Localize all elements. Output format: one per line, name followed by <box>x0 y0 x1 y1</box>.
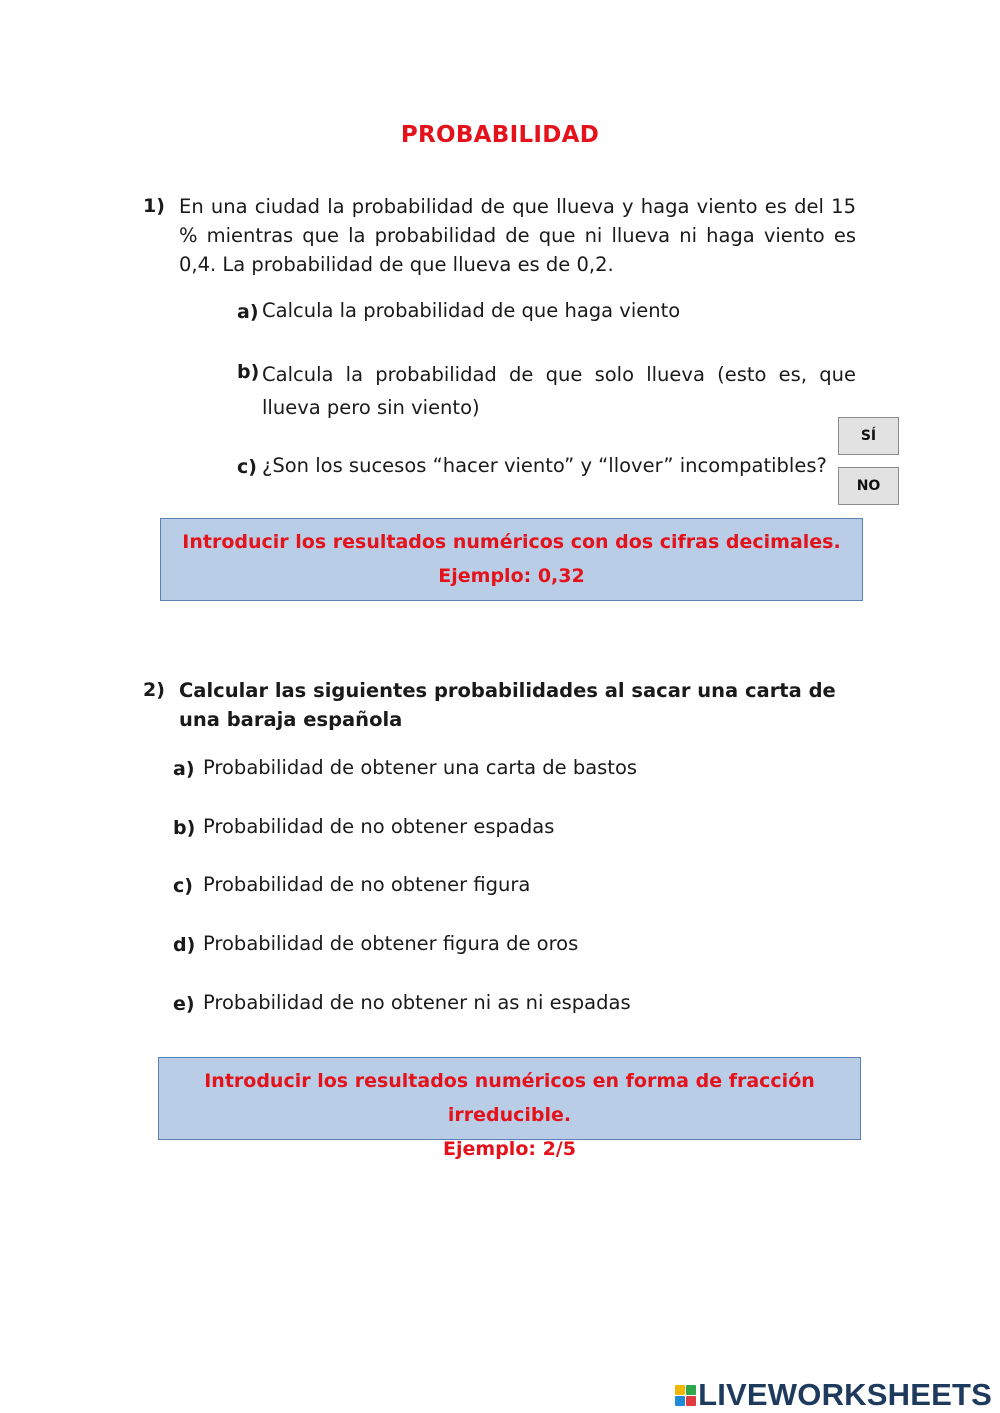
q2e-text: Probabilidad de no obtener ni as ni espadas <box>203 991 631 1014</box>
q1-statement: En una ciudad la probabilidad de que llueva y haga viento es del 15 % mientras que la probabilidad de que ni llueva ni haga viento es 0,4. La probabilidad de que llueva es de 0,2. <box>179 195 856 276</box>
q2d-letter: d) <box>173 934 196 956</box>
q2-instruction-box <box>158 1057 861 1160</box>
q1a-text: Calcula la probabilidad de que haga viento <box>262 299 681 322</box>
q2-statement: Calcular las siguientes probabilidades al sacar una carta de una baraja española <box>179 679 836 731</box>
liveworksheets-logo[interactable] <box>675 1377 992 1413</box>
q1c-letter: c) <box>237 456 257 478</box>
q1-instruction-line2: Ejemplo: 0,32 <box>438 565 585 587</box>
q2e-letter: e) <box>173 993 195 1015</box>
q2b-text: Probabilidad de no obtener espadas <box>203 815 555 838</box>
q1b-text: Calcula la probabilidad de que solo llueva (esto es, que llueva pero sin viento) <box>262 363 856 419</box>
page-title: PROBABILIDAD <box>400 122 600 148</box>
q1-number: 1) <box>143 195 165 217</box>
q2d-text: Probabilidad de obtener figura de oros <box>203 932 579 955</box>
q2b-letter: b) <box>173 817 196 839</box>
q2-instruction-line2: Ejemplo: 2/5 <box>443 1138 576 1160</box>
q1-instruction-line1: Introducir los resultados numéricos con dos cifras decimales. <box>182 531 841 553</box>
q1-instruction-box <box>160 518 863 601</box>
yes-option-button[interactable]: SÍ <box>838 417 899 455</box>
q2a-letter: a) <box>173 758 195 780</box>
q1c-text: ¿Son los sucesos “hacer viento” y “llover” incompatibles? <box>262 454 827 477</box>
q2a-text: Probabilidad de obtener una carta de bastos <box>203 756 638 779</box>
q2-instruction-line1: Introducir los resultados numéricos en forma de fracción irreducible. <box>204 1070 815 1126</box>
liveworksheets-logo-icon <box>675 1385 696 1406</box>
q2c-letter: c) <box>173 875 193 897</box>
q2-number: 2) <box>143 679 165 701</box>
liveworksheets-logo-text: LIVEWORKSHEETS <box>698 1377 992 1412</box>
q1b-letter: b) <box>237 361 260 383</box>
q2c-text: Probabilidad de no obtener figura <box>203 873 531 896</box>
no-option-button[interactable]: NO <box>838 467 899 505</box>
q1a-letter: a) <box>237 301 259 323</box>
